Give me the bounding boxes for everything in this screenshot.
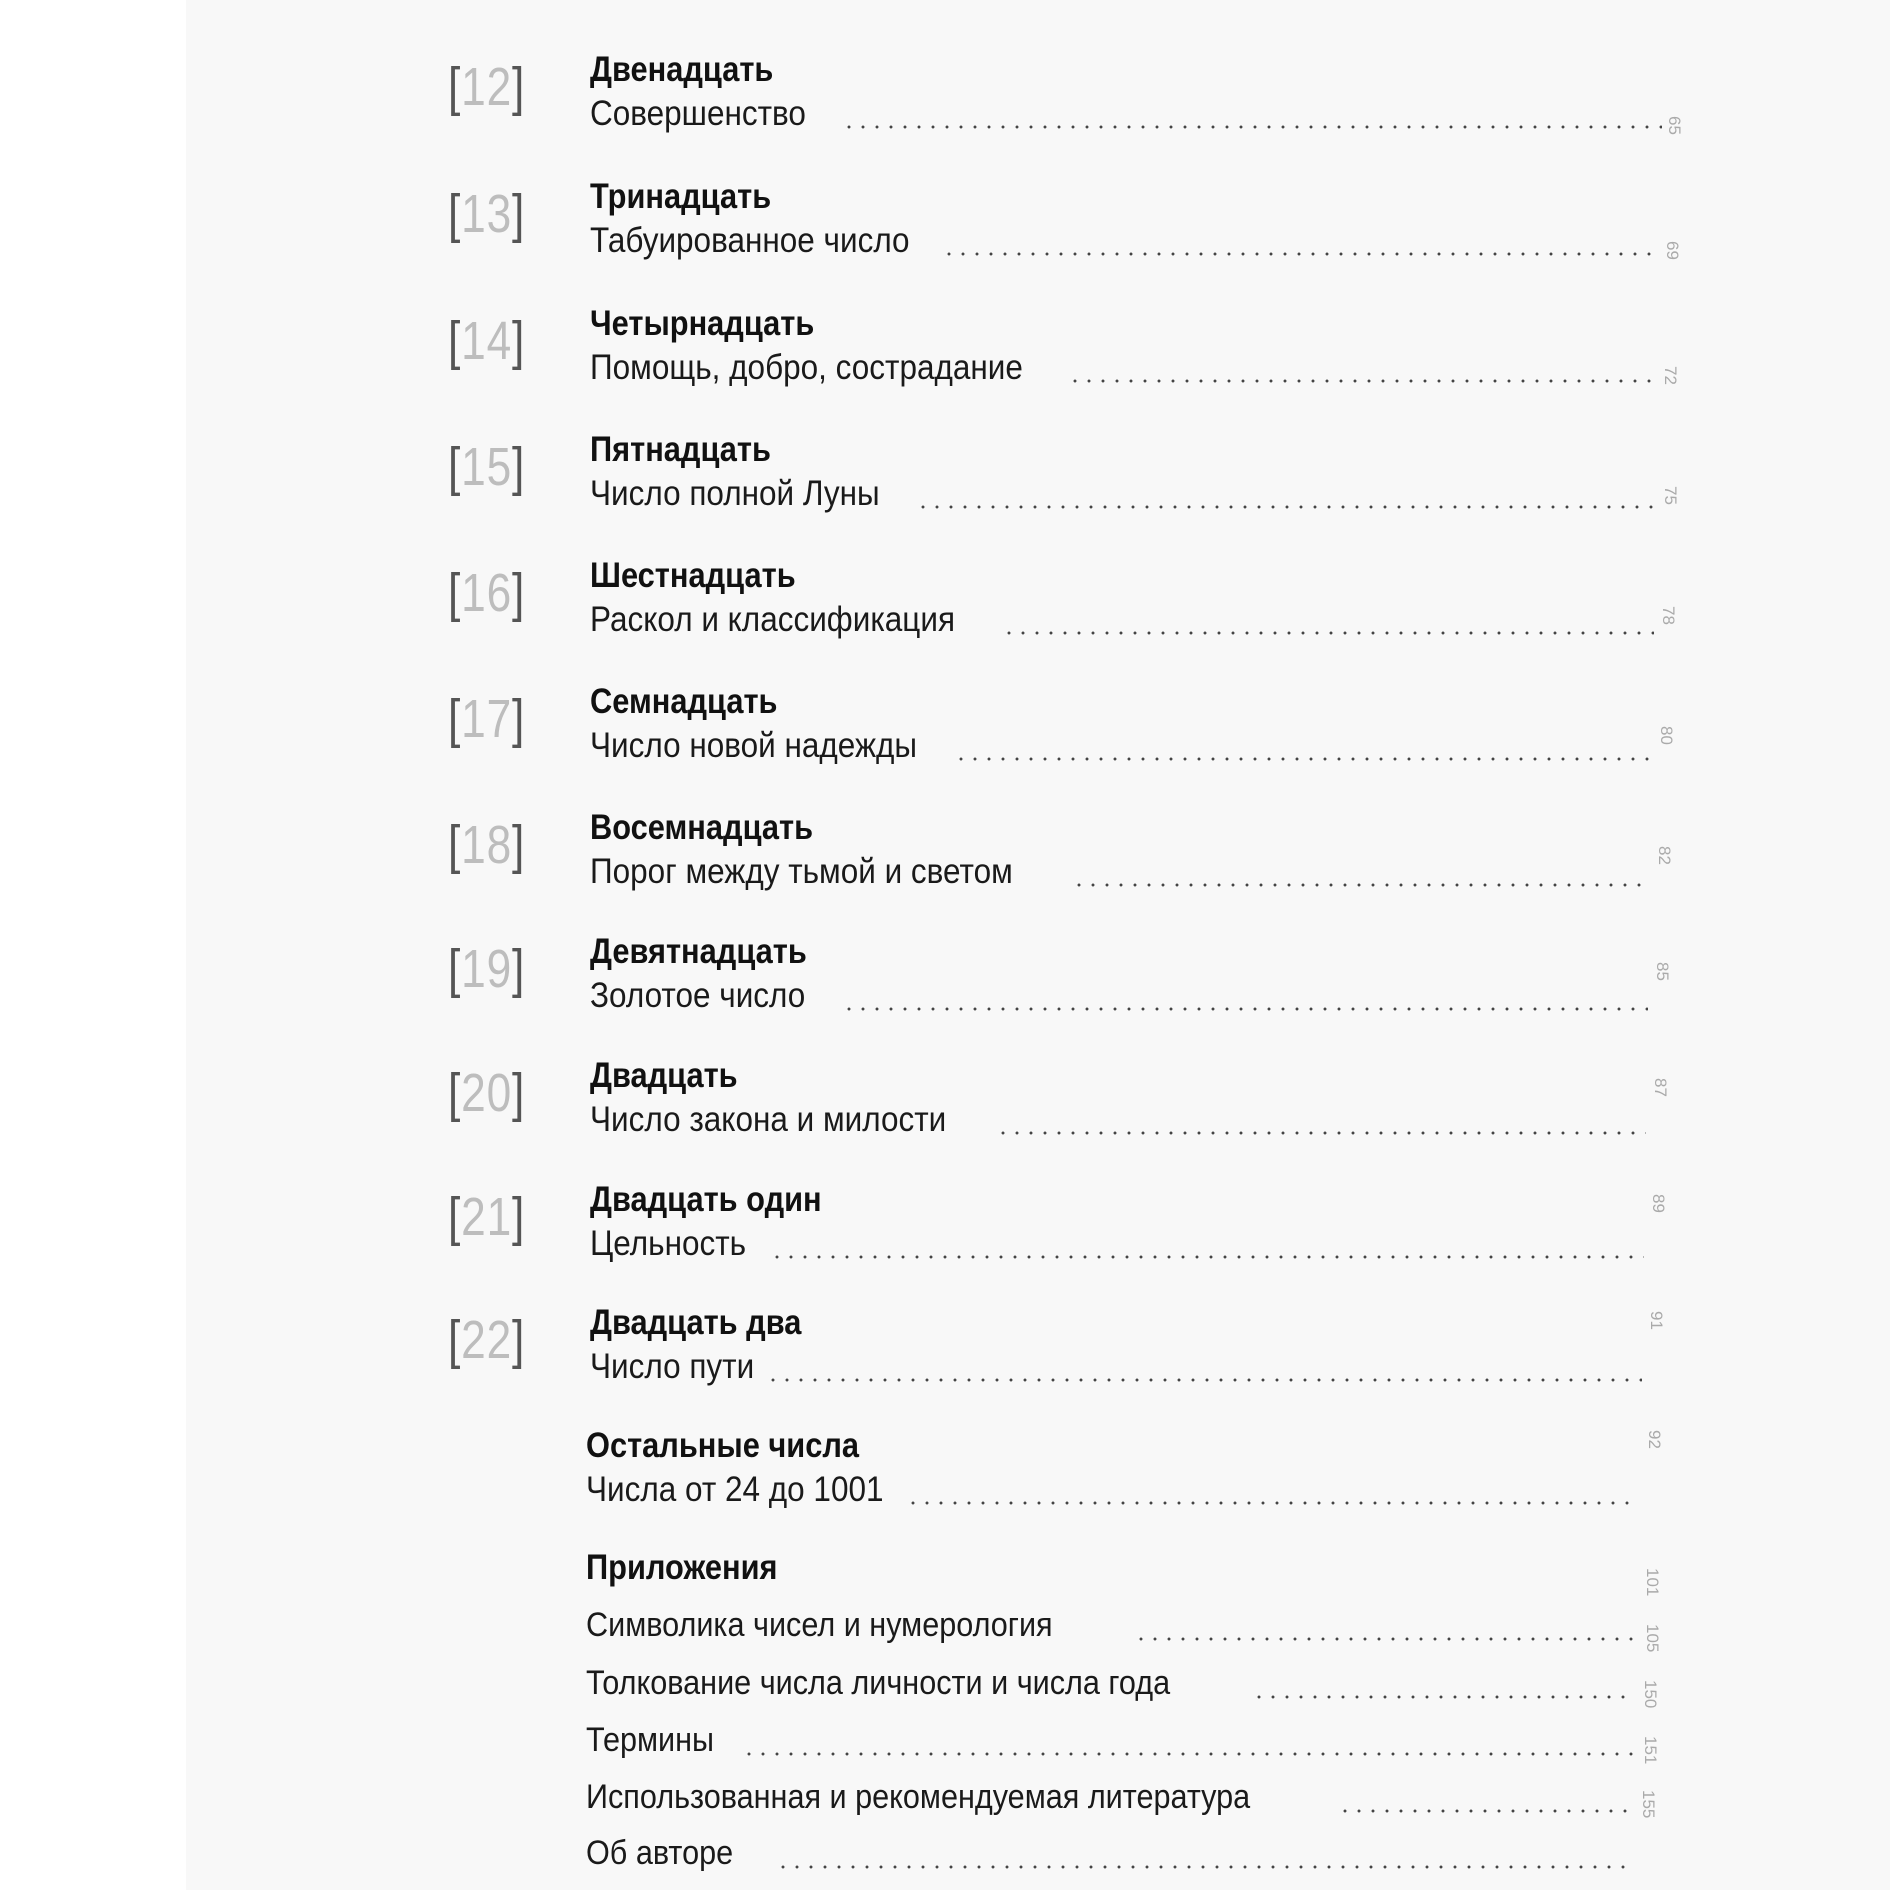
chapter-subtitle: Число полной Луны — [590, 474, 880, 513]
page-number: 80 — [1657, 726, 1676, 745]
chapter-title: Двадцать — [590, 1056, 738, 1095]
chapter-subtitle: Помощь, добро, сострадание — [590, 348, 1023, 387]
chapter-title: Тринадцать — [590, 177, 772, 216]
appendix-item — [586, 1664, 1636, 1712]
page-number: 151 — [1641, 1736, 1660, 1765]
appendix-item — [586, 1721, 1636, 1769]
chapter-number: [19] — [448, 939, 526, 999]
chapter-number: [16] — [448, 563, 526, 623]
page-number: 155 — [1639, 1790, 1658, 1819]
toc-entry-other — [0, 1426, 1890, 1546]
chapter-number: [12] — [448, 57, 526, 117]
page-number: 65 — [1665, 116, 1684, 135]
page-number: 91 — [1647, 1311, 1666, 1330]
dot-leader — [1134, 1636, 1636, 1642]
chapter-subtitle-row — [590, 474, 1658, 522]
toc-entry-13 — [0, 177, 1890, 297]
chapter-number: [22] — [448, 1310, 526, 1370]
chapter-subtitle: Порог между тьмой и светом — [590, 852, 1013, 891]
chapter-title: Четырнадцать — [590, 304, 815, 343]
page-number: 105 — [1643, 1624, 1662, 1653]
toc-entry-21 — [0, 1180, 1890, 1300]
dot-leader — [916, 504, 1656, 510]
section-subtitle-row — [586, 1470, 1640, 1518]
dot-leader — [1002, 630, 1654, 636]
chapter-subtitle-row — [590, 221, 1662, 269]
page-number: 101 — [1643, 1568, 1662, 1597]
appendix-item-label: Термины — [586, 1721, 715, 1759]
page-number: 87 — [1651, 1078, 1670, 1097]
page-number: 82 — [1655, 846, 1674, 865]
chapter-subtitle: Совершенство — [590, 94, 806, 133]
toc-entry-14 — [0, 304, 1890, 424]
dot-leader — [996, 1130, 1646, 1136]
chapter-title: Двенадцать — [590, 50, 774, 89]
dot-leader — [1072, 882, 1650, 888]
appendix-item-label: Толкование числа личности и числа года — [586, 1664, 1171, 1702]
dot-leader — [954, 756, 1652, 762]
chapter-number: [21] — [448, 1187, 526, 1247]
appendix-item-label: Использованная и рекомендуемая литература — [586, 1778, 1251, 1816]
chapter-title: Восемнадцать — [590, 808, 814, 847]
toc-entry-20 — [0, 1056, 1890, 1176]
section-title: Остальные числа — [586, 1426, 860, 1465]
chapter-number: [13] — [448, 184, 526, 244]
page-number: 85 — [1653, 962, 1672, 981]
dot-leader — [776, 1864, 1632, 1870]
toc-entry-16 — [0, 556, 1890, 676]
chapter-subtitle-row — [590, 600, 1656, 648]
chapter-number: [20] — [448, 1063, 526, 1123]
chapter-number: [18] — [448, 815, 526, 875]
dot-leader — [742, 1751, 1634, 1757]
chapter-number: [14] — [448, 311, 526, 371]
appendix-item-label: Об авторе — [586, 1834, 734, 1872]
appendix-item — [586, 1778, 1634, 1826]
appendix-item — [586, 1834, 1634, 1882]
chapter-subtitle-row — [590, 1347, 1644, 1395]
chapter-subtitle: Число закона и милости — [590, 1100, 947, 1139]
chapter-subtitle-row — [590, 348, 1660, 396]
dot-leader — [766, 1377, 1642, 1383]
dot-leader — [842, 124, 1662, 130]
chapter-title: Семнадцать — [590, 682, 778, 721]
page-number: 89 — [1649, 1194, 1668, 1213]
chapter-number: [15] — [448, 437, 526, 497]
toc-entry-18 — [0, 808, 1890, 928]
page-number: 150 — [1641, 1680, 1660, 1709]
chapter-subtitle: Раскол и классификация — [590, 600, 956, 639]
dot-leader — [906, 1500, 1638, 1506]
chapter-subtitle-row — [590, 1100, 1648, 1148]
page-number: 72 — [1661, 366, 1680, 385]
chapter-title: Девятнадцать — [590, 932, 807, 971]
appendix-item-label: Символика чисел и нумерология — [586, 1606, 1053, 1644]
page-number: 75 — [1661, 486, 1680, 505]
chapter-subtitle-row — [590, 852, 1652, 900]
chapter-number: [17] — [448, 689, 526, 749]
page-number: 92 — [1645, 1430, 1664, 1449]
chapter-subtitle: Золотое число — [590, 976, 806, 1015]
toc-entry-22 — [0, 1303, 1890, 1423]
dot-leader — [1252, 1694, 1634, 1700]
toc-entry-15 — [0, 430, 1890, 550]
toc-entry-17 — [0, 682, 1890, 802]
chapter-title: Шестнадцать — [590, 556, 796, 595]
section-subtitle: Числа от 24 до 1001 — [586, 1470, 884, 1509]
chapter-title: Пятнадцать — [590, 430, 771, 469]
chapter-subtitle-row — [590, 94, 1665, 142]
dot-leader — [842, 1006, 1648, 1012]
dot-leader — [942, 251, 1660, 257]
dot-leader — [770, 1254, 1644, 1260]
chapter-subtitle: Число пути — [590, 1347, 755, 1386]
chapter-subtitle: Цельность — [590, 1224, 747, 1263]
chapter-subtitle-row — [590, 726, 1654, 774]
page-number: 69 — [1663, 241, 1682, 260]
chapter-title: Двадцать один — [590, 1180, 822, 1219]
page-number: 78 — [1659, 606, 1678, 625]
appendix-item — [586, 1606, 1638, 1654]
toc-entry-12 — [0, 50, 1890, 170]
chapter-subtitle-row — [590, 976, 1650, 1024]
chapter-subtitle: Число новой надежды — [590, 726, 918, 765]
chapter-title: Двадцать два — [590, 1303, 802, 1342]
toc-entry-19 — [0, 932, 1890, 1052]
chapter-subtitle: Табуированное число — [590, 221, 910, 260]
dot-leader — [1068, 378, 1658, 384]
appendix-title: Приложения — [586, 1548, 778, 1587]
dot-leader — [1338, 1808, 1632, 1814]
chapter-subtitle-row — [590, 1224, 1646, 1272]
